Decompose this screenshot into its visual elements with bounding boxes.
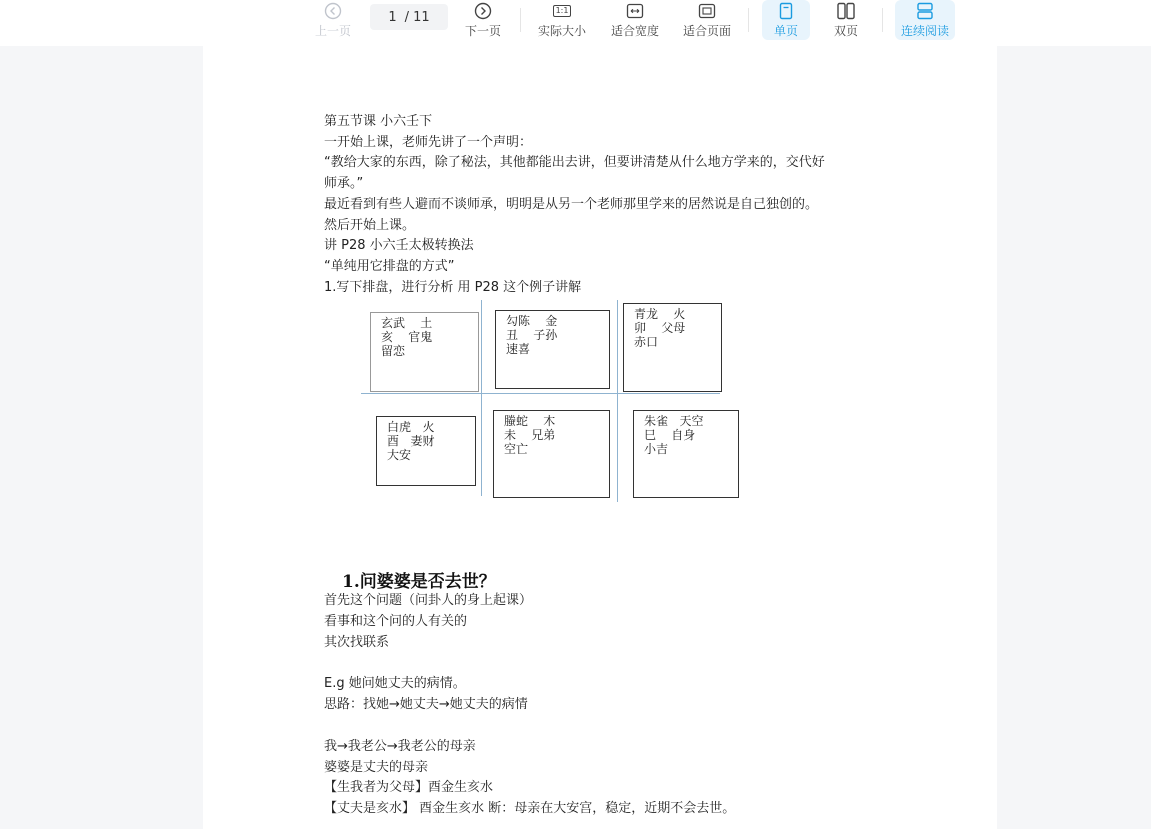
current-page-input[interactable]: 1 [388,9,397,25]
fit-width-icon [625,2,645,20]
toolbar-divider [882,8,883,32]
actual-size-icon: 1:1 [552,2,572,20]
toolbar-divider [748,8,749,32]
chevron-right-circle-icon [473,2,493,20]
palace-branch: 酉 妻财 [387,434,435,448]
doc-line: “单纯用它排盘的方式” [324,259,455,274]
palace-cell [623,303,722,392]
grid-line [481,300,482,496]
doc-line: 首先这个问题（问卦人的身上起课） [324,593,533,608]
prev-page-label: 上一页 [314,24,351,38]
palace-spirit: 玄武 土 [381,316,433,330]
doc-line: 【丈夫是亥水】 酉金生亥水 断：母亲在大安宫，稳定，近期不会去世。 [324,801,736,816]
palace-cell [495,310,610,389]
doc-line: 看事和这个问的人有关的 [324,614,468,629]
double-page-icon [836,2,856,20]
doc-line: 我→我老公→我老公的母亲 [324,739,476,754]
palace-spirit: 螣蛇 木 [504,414,556,428]
palace-branch: 亥 官鬼 [381,330,433,344]
palace-name: 空亡 [504,442,529,456]
doc-line: 最近看到有些人避而不谈师承，明明是从另一个老师那里学来的居然说是自己独创的。 [324,197,819,212]
continuous-reading-label: 连续阅读 [900,24,949,38]
fit-width-label: 适合宽度 [610,24,659,38]
toolbar-divider [520,8,521,32]
next-page-button[interactable] [460,0,506,40]
page-number-box[interactable] [370,4,448,30]
palace-spirit: 白虎 火 [387,420,435,434]
viewer-toolbar [0,0,1151,46]
double-page-button[interactable] [822,0,870,40]
palace-cell [493,410,610,498]
actual-size-button[interactable] [535,0,589,40]
doc-line: 思路：找她→她丈夫→她丈夫的病情 [324,697,528,712]
doc-line: 一开始上课，老师先讲了一个声明： [324,135,533,150]
doc-line: 然后开始上课。 [324,218,416,233]
palace-name: 留恋 [381,344,406,358]
grid-line [361,393,720,394]
chevron-left-circle-icon [323,2,343,20]
doc-line: 讲 P28 小六壬太极转换法 [324,238,474,253]
palace-branch: 巳 自身 [644,428,696,442]
section-heading: 1.问婆婆是否去世？ [342,572,496,592]
doc-line: 1.写下排盘，进行分析 用 P28 这个例子讲解 [324,280,582,295]
single-page-button[interactable] [762,0,810,40]
doc-line: E.g 她问她丈夫的病情。 [324,676,466,691]
palace-name: 速喜 [506,342,531,356]
doc-line: 【生我者为父母】酉金生亥水 [324,780,494,795]
doc-line: 师承。” [324,176,364,191]
palace-spirit: 朱雀 天空 [644,414,704,428]
palace-cell [370,312,479,392]
fit-page-label: 适合页面 [682,24,731,38]
palace-cell [633,410,739,498]
fit-page-button[interactable] [680,0,734,40]
total-pages: / 11 [404,9,430,25]
palace-branch: 未 兄弟 [504,428,556,442]
palace-name: 赤口 [634,335,659,349]
next-page-label: 下一页 [464,24,501,38]
doc-line: 婆婆是丈夫的母亲 [324,760,429,775]
palace-branch: 丑 子孙 [506,328,558,342]
continuous-reading-button[interactable] [895,0,955,40]
actual-size-label: 实际大小 [537,24,586,38]
grid-line [617,300,618,502]
single-page-icon [776,2,796,20]
double-page-label: 双页 [833,24,858,38]
prev-page-button[interactable] [310,0,356,40]
palace-spirit: 勾陈 金 [506,314,558,328]
palace-spirit: 青龙 火 [634,307,686,321]
doc-line: 其次找联系 [324,635,390,650]
fit-page-icon [697,2,717,20]
palace-name: 小吉 [644,442,669,456]
palace-branch: 卯 父母 [634,321,686,335]
doc-line: 第五节课 小六壬下 [324,114,433,129]
doc-line: “教给大家的东西，除了秘法，其他都能出去讲，但要讲清楚从什么地方学来的，交代好 [324,155,825,170]
palace-name: 大安 [387,448,412,462]
continuous-reading-icon [915,2,935,20]
single-page-label: 单页 [773,24,798,38]
palace-cell [376,416,476,486]
fit-width-button[interactable] [608,0,662,40]
